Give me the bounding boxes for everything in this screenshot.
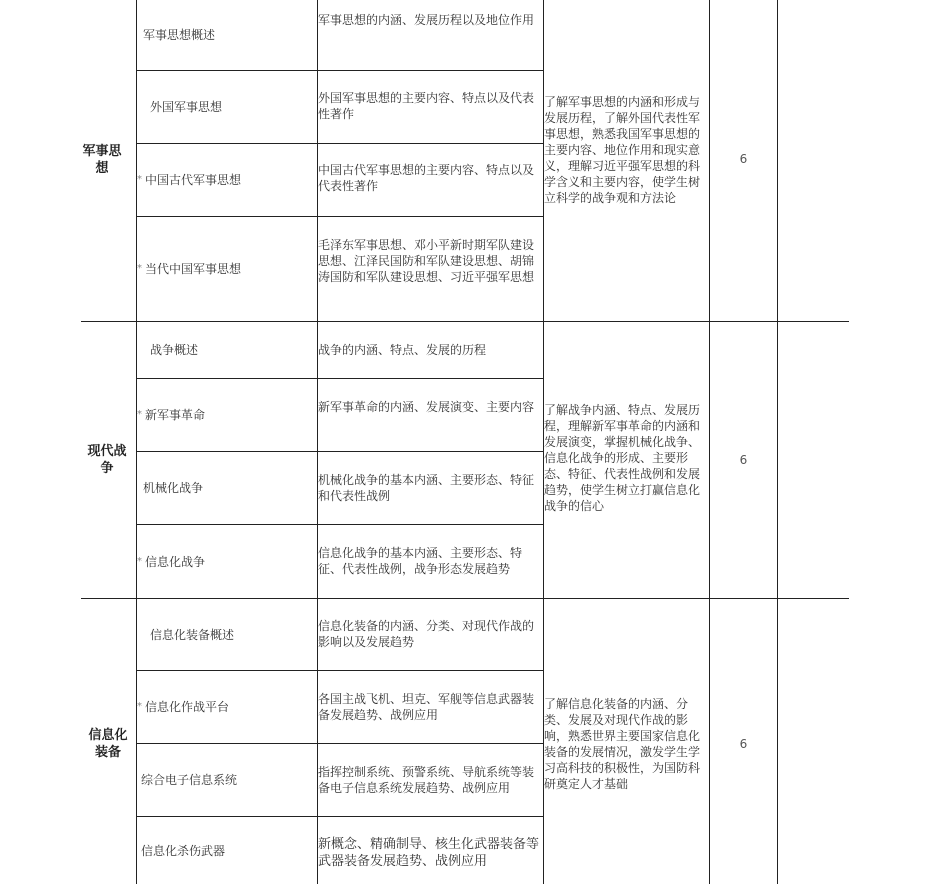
category-label: 信息化装备 — [88, 728, 128, 760]
content-cell — [318, 162, 543, 194]
content-cell — [318, 618, 543, 650]
required-marker: * — [137, 409, 142, 420]
topic-cell — [137, 379, 315, 451]
category-label: 军事思想 — [82, 144, 122, 176]
hours-value: 6 — [739, 152, 748, 166]
content-cell — [318, 545, 543, 577]
topic-title: 信息化作战平台 — [145, 700, 230, 714]
goal-text: 了解军事思想的内涵和形成与发展历程，了解外国代表性军事思想，熟悉我国军事思想的主要内容、地位作用和现实意义，理解习近平强军思想的科学含义和主要内容，使学生树立科学的战争观和方法论 — [544, 95, 701, 205]
topic-cell — [150, 322, 315, 378]
goal-text: 了解信息化装备的内涵、分类、发展及对现代作战的影响，熟悉世界主要国家信息化装备的发展情况，激发学生学习高科技的积极性，为国防科研奠定人才基础 — [544, 697, 701, 791]
content-cell — [318, 764, 543, 796]
content-text: 战争的内涵、特点、发展的历程 — [318, 343, 487, 357]
topic-title: 战争概述 — [150, 343, 199, 357]
topic-title: 新军事革命 — [145, 408, 206, 422]
topic-cell — [141, 744, 315, 816]
topic-cell — [150, 71, 315, 143]
content-text: 军事思想的内涵、发展历程以及地位作用 — [318, 13, 535, 27]
required-marker: * — [137, 701, 142, 712]
hours-value: 6 — [739, 737, 748, 751]
topic-title: 信息化杀伤武器 — [141, 843, 226, 858]
topic-cell — [137, 217, 315, 321]
goal-text: 了解战争内涵、特点、发展历程，理解新军事革命的内涵和发展演变，掌握机械化战争、信息化战争的形成、主要形态、特征、代表性战例和发展趋势，使学生树立打赢信息化战争的信心 — [544, 403, 701, 513]
content-cell — [318, 342, 543, 358]
content-cell — [318, 836, 543, 870]
topic-cell — [143, 0, 315, 70]
required-marker: * — [137, 263, 142, 274]
content-text: 新军事革命的内涵、发展演变、主要内容 — [318, 400, 535, 414]
content-cell — [318, 472, 543, 504]
topic-cell — [137, 144, 315, 216]
content-cell — [318, 237, 543, 285]
topic-cell — [141, 817, 315, 884]
topic-title: 当代中国军事思想 — [145, 262, 242, 276]
topic-title: 综合电子信息系统 — [141, 773, 238, 787]
required-marker: * — [137, 555, 142, 567]
content-text: 指挥控制系统、预警系统、导航系统等装备电子信息系统发展趋势、战例应用 — [318, 765, 535, 795]
required-marker: * — [137, 174, 142, 185]
content-text: 毛泽东军事思想、邓小平新时期军队建设思想、江泽民国防和军队建设思想、胡锦涛国防和军队建设思想、习近平强军思想 — [318, 238, 535, 284]
topic-title: 中国古代军事思想 — [145, 173, 242, 187]
content-text: 外国军事思想的主要内容、特点以及代表性著作 — [318, 91, 535, 121]
content-cell — [318, 90, 543, 122]
topic-title: 信息化装备概述 — [150, 627, 235, 642]
grid-line — [777, 0, 778, 884]
topic-cell — [137, 671, 315, 743]
content-text: 信息化战争的基本内涵、主要形态、特征、代表性战例，战争形态发展趋势 — [318, 546, 523, 576]
content-cell — [318, 691, 543, 723]
content-text: 中国古代军事思想的主要内容、特点以及代表性著作 — [318, 163, 535, 193]
content-cell — [318, 399, 543, 415]
topic-title: 机械化战争 — [143, 481, 204, 495]
hours-value: 6 — [739, 453, 748, 467]
content-text: 各国主战飞机、坦克、军舰等信息武器装备发展趋势、战例应用 — [318, 692, 535, 722]
topic-title: 军事思想概述 — [143, 28, 216, 42]
topic-cell — [137, 525, 315, 598]
content-text: 信息化装备的内涵、分类、对现代作战的影响以及发展趋势 — [318, 619, 535, 649]
topic-title: 信息化战争 — [145, 554, 206, 569]
category-label: 现代战争 — [87, 444, 127, 476]
grid-line — [317, 0, 318, 884]
content-text: 机械化战争的基本内涵、主要形态、特征和代表性战例 — [318, 473, 535, 503]
topic-title: 外国军事思想 — [150, 100, 223, 114]
topic-cell — [143, 452, 315, 524]
content-text: 新概念、精确制导、核生化武器装备等武器装备发展趋势、战例应用 — [318, 837, 540, 869]
content-cell — [318, 12, 543, 28]
topic-cell — [150, 599, 315, 670]
